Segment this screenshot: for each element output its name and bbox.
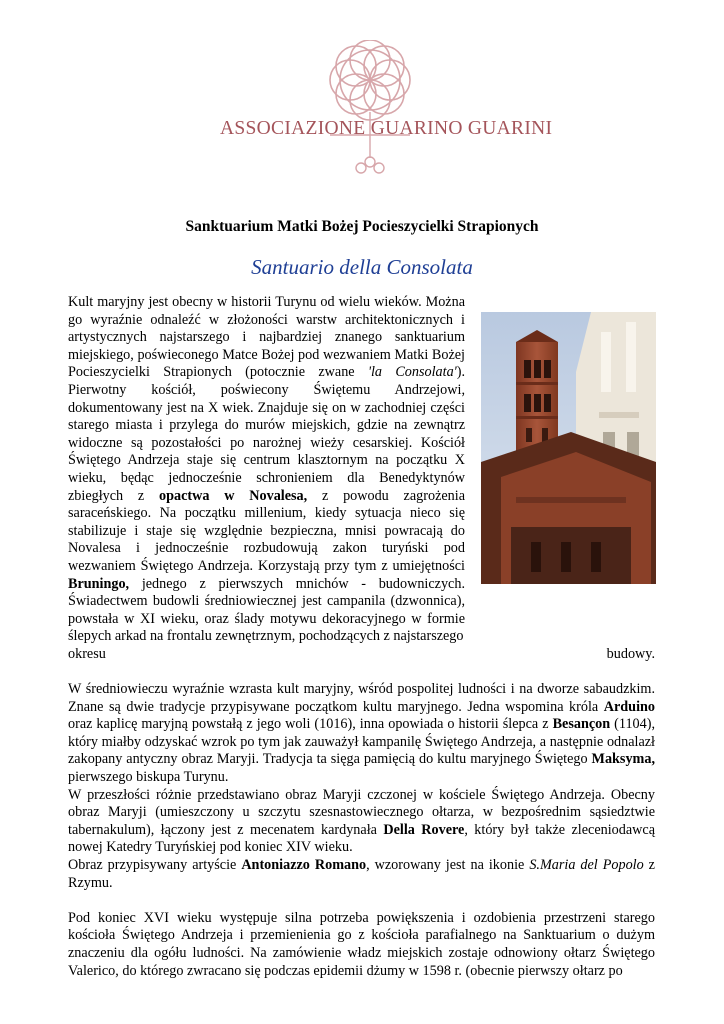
p1-last-line	[68, 646, 655, 664]
p2-text-c: (1104), który miałby odzyskać wzrok po tym jak zauważył kampanilę Świętego Andrzeja, a następnie odnalazł zakopany antyczny obraz Maryji. Tradycja ta sięga pamięcią do kultu maryjnego Świętego	[68, 716, 655, 768]
p1-bold-bruningo: Bruningo,	[68, 575, 130, 592]
paragraph-4	[68, 857, 655, 892]
p3-bold-della-rovere: Della Rovere	[383, 821, 465, 838]
p2-bold-besancon: Besançon	[552, 716, 611, 733]
p4-italic-s-maria: S.Maria del Popolo	[529, 857, 644, 873]
page-title-italian: Santuario della Consolata	[251, 255, 473, 279]
p3-text-a: W przeszłości różnie przedstawiano obraz Maryji czczonej w kościele Świętego Andrzeja. Obecny obraz Maryji (umieszczony u szczytu szesnastowiecznego ołtarza, w bezpośrednim sąsiedztwie tabernakulum), łączony jest z mecenatem kardynała	[68, 786, 655, 838]
p1-text-c: z powodu zagrożenia saraceńskiego. Na początku millenium, kiedy sytuacja nieco się stabilizuje i staje się względnie bezpieczna, mnisi powracają do Novalesa i jednocześnie rozbudowują zakon turyński pod wezwaniem Świętego Andrzeja. Korzystają przy tym z umiejętności	[68, 487, 465, 574]
paragraph-1	[68, 294, 655, 646]
paragraph-2	[68, 681, 655, 787]
association-logo	[220, 40, 553, 190]
article-body	[68, 294, 655, 980]
p3-text-b: , który był także zleceniodawcą nowej Katedry Turyńskiej pod koniec XIV wieku.	[68, 821, 655, 856]
logo-text: ASSOCIAZIONE GUARINO GUARINI	[220, 118, 553, 139]
p1-italic-consolata: 'la Consolata'	[367, 364, 457, 381]
paragraph-5: Pod koniec XVI wieku występuje silna potrzeba powiększenia i ozdobienia przestrzeni starego kościoła Świętego Andrzeja i przemienienia go z kościoła parafialnego na Sanktuarium o dużym znaczeniu dla ogółu ludności. Na zamówienie władz miejskich zostaje odnowiony ołtarz Świętego Valerico, do którego zwracano się podczas epidemii dżumy w 1598 r. (obecnie pierwszy ołtarz po	[68, 909, 655, 979]
p2-text-b: oraz kaplicę maryjną powstałą z jego woli (1016), inna opowiada o historii ślepca z	[68, 716, 553, 733]
rosette-icon	[220, 40, 553, 190]
p1-text-d: jednego z pierwszych mnichów - budowniczych. Świadectwem budowli średniowiecznej jest campanila (dzwonnica), powstała w XI wieku, oraz ślady motywu dekoracyjnego w formie ślepych arkad na frontalu zewnętrznym, pochodzących z najstarszego	[68, 575, 465, 645]
p2-bold-maksyma: Maksyma,	[591, 751, 655, 768]
p2-text-a: W średniowieczu wyraźnie wzrasta kult maryjny, wśród pospolitej ludności i na dworze sabaudzkim. Znane są dwie tradycje przypisywane początkom kultu maryjnego. Jedna wspomina króla	[68, 681, 655, 715]
p2-bold-arduino: Arduino	[603, 698, 655, 715]
p4-text-a: Obraz przypisywany artyście	[68, 857, 242, 873]
p1-last-left: okresu	[68, 645, 106, 662]
p4-bold-antoniazzo: Antoniazzo Romano	[241, 857, 367, 873]
page-title-polish: Sanktuarium Matki Bożej Pocieszycielki Strapionych	[185, 218, 539, 235]
p1-text-b: ). Pierwotny kościół, poświecony Świętemu Andrzejowi, dokumentowany jest na X wiek. Znajduje się on w zachodniej części starego miasta i przylega do murów miejskich, gdzie na zewnątrz widoczne są pozostałości po narożnej wieży cesarskiej. Kościół Świętego Andrzeja staje się centrum klasztornym na początku X wieku, będąc jednocześnie schronieniem dla Benedyktynów zbiegłych z	[68, 364, 465, 504]
p4-text-c: z Rzymu.	[68, 857, 655, 891]
p2-text-d: pierwszego biskupa Turynu.	[68, 769, 229, 786]
p4-text-b: , wzorowany jest na ikonie	[366, 857, 530, 873]
p1-text-a: Kult maryjny jest obecny w historii Turynu od wielu wieków. Można go wyraźnie odnaleźć w złożoności warstw architektonicznych i artystycznych najstarszego i najbardziej znanego sanktuarium miejskiego, poświeconego Matce Bożej pod wezwaniem Matki Bożej Pocieszycielki Strapionych (potocznie zwane	[68, 294, 465, 381]
paragraph-3	[68, 787, 655, 857]
p1-bold-novalesa: opactwa w Novalesa,	[159, 487, 308, 504]
p1-last-right: budowy.	[606, 645, 655, 662]
